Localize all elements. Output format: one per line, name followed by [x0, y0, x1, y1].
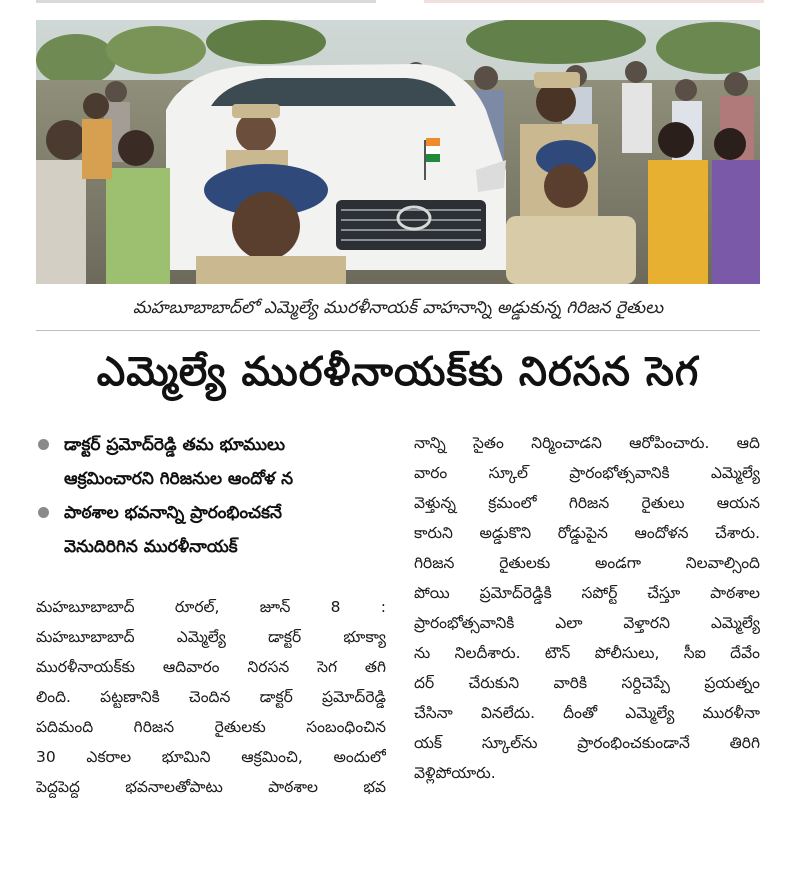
article-line: పోయి ప్రమోద్‌రెడ్డికి సపోర్ట్ చేస్తూ పాఠశాల — [414, 584, 760, 602]
article-line: నాన్ని సైతం నిర్మించాడని ఆరోపించారు. ఆది — [414, 434, 760, 452]
bullet-point — [36, 428, 386, 496]
bullet-line: డాక్టర్ ప్రమోద్‌రెడ్డి తమ భూములు — [64, 435, 285, 455]
article-line: లింది. పట్టణానికి చెందిన డాక్టర్ ప్రమోద్‌రెడ్డి — [36, 688, 386, 706]
article-line: మహబూబాబాద్ ఎమ్మెల్యే డాక్టర్ భూక్యా — [36, 628, 386, 646]
bullet-dot-icon — [38, 439, 49, 450]
protest-photo-illustration — [36, 20, 760, 284]
article-line: ప్రారంభోత్సవానికి ఎలా వెళ్తారని ఎమ్మెల్యే — [414, 614, 760, 632]
article-line: మురళీనాయక్‌కు ఆదివారం నిరసన సెగ తగి — [36, 658, 386, 676]
article-line: చేసినా వినలేదు. దీంతో ఎమ్మెల్యే మురళీనా — [414, 704, 760, 722]
article-line: దర్ చేరుకుని వారికి సర్దిచెప్పే ప్రయత్నం — [414, 674, 760, 692]
article-body-left — [36, 592, 386, 802]
article-line: మహబూబాబాద్ రూరల్, జూన్ 8 : — [36, 598, 386, 616]
bullet-dot-icon — [38, 507, 49, 518]
top-rule-left — [36, 0, 376, 3]
article-line: వారం స్కూల్ ప్రారంభోత్సవానికి ఎమ్మెల్యే — [414, 464, 760, 482]
bullet-point — [36, 496, 386, 564]
bullet-line: ఆక్రమించారని గిరిజనుల ఆందోళ న — [64, 469, 294, 489]
bullet-line: పాఠశాల భవనాన్ని ప్రారంభించకనే — [64, 503, 282, 523]
article-line: ను నిలదీశారు. టౌన్ పోలీసులు, సీఐ దేవేం — [414, 644, 760, 662]
top-rule-right — [424, 0, 764, 3]
article-line: కారుని అడ్డుకొని రోడ్డుపైన ఆందోళన చేశారు. — [414, 524, 760, 542]
photo-caption: మహబూబాబాద్‌లో ఎమ్మెల్యే మురళీనాయక్ వాహనాన్ని అడ్డుకున్న గిరిజన రైతులు — [36, 290, 760, 331]
article-line: యక్ స్కూల్‌ను ప్రారంభించకుండానే తిరిగి — [414, 734, 760, 752]
article-line: గిరిజన రైతులకు అండగా నిలవాల్సింది — [414, 554, 760, 572]
left-column — [36, 428, 386, 802]
news-photo — [36, 20, 760, 284]
headline: ఎమ్మెల్యే మురళీనాయక్‌కు నిరసన సెగ — [96, 349, 700, 395]
article-line: 30 ఎకరాల భూమిని ఆక్రమించి, అందులో — [36, 748, 386, 766]
article-line: వెళ్తున్న క్రమంలో గిరిజన రైతులు ఆయన — [414, 494, 760, 512]
article-line: పెద్దపెద్ద భవనాలతోపాటు పాఠశాల భవ — [36, 778, 386, 796]
article-body-right — [414, 428, 760, 788]
article-line: పదిమంది గిరిజన రైతులకు సంబంధించిన — [36, 718, 386, 736]
bullet-line: వెనుదిరిగిన మురళీనాయక్ — [64, 537, 238, 557]
article-line: వెళ్లిపోయారు. — [414, 764, 496, 782]
